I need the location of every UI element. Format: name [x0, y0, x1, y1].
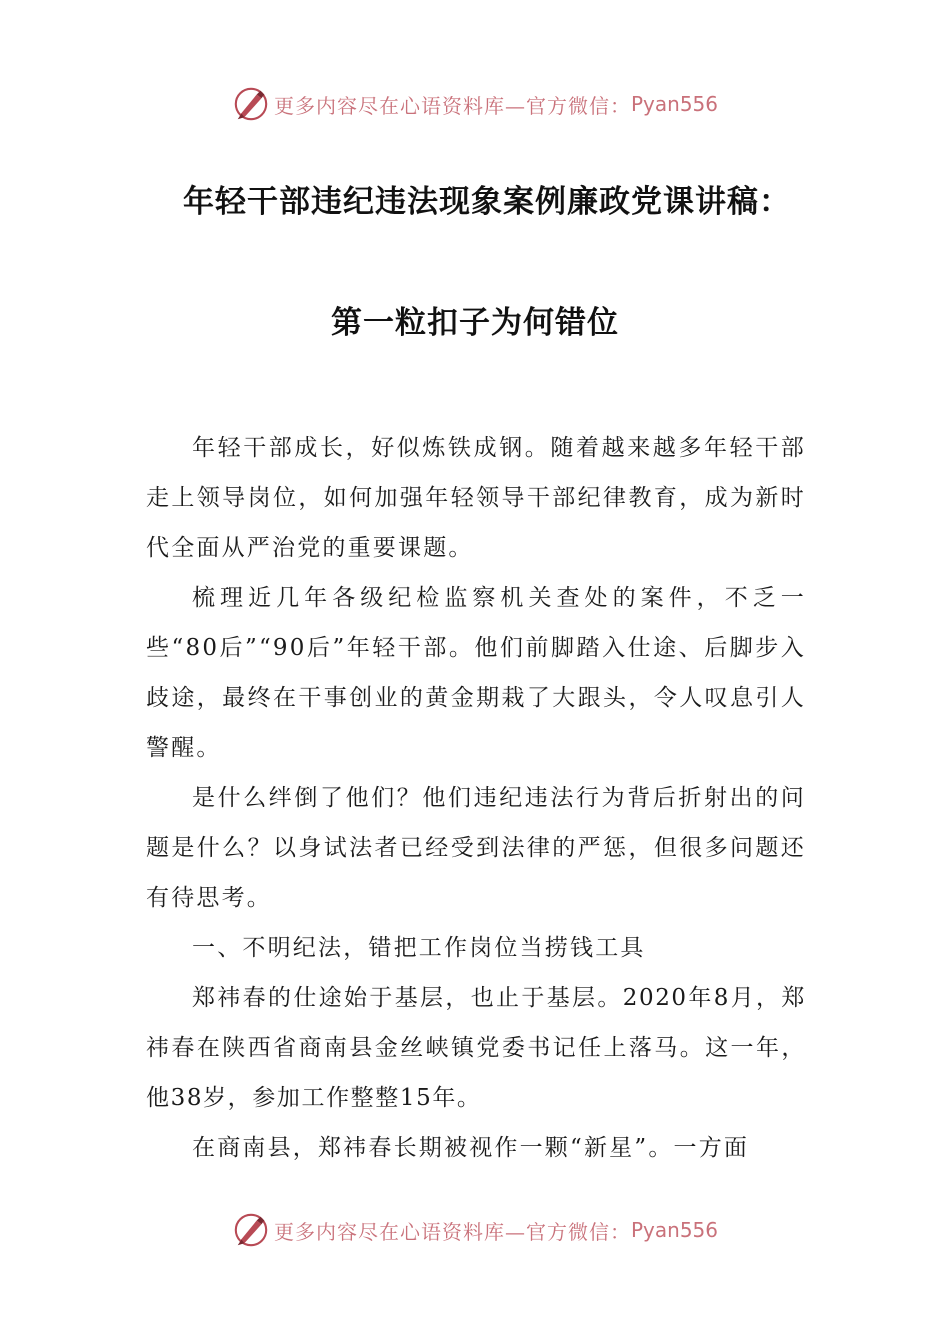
- watermark-text: 更多内容尽在心语资料库—官方微信：: [273, 1219, 631, 1244]
- watermark-handle: Pyan556: [630, 92, 718, 116]
- pen-logo-icon: [232, 1211, 270, 1249]
- paragraph: 年轻干部成长，好似炼铁成钢。随着越来越多年轻干部走上领导岗位，如何加强年轻领导干部纪律教育，成为新时代全面从严治党的重要课题。: [146, 435, 806, 561]
- watermark-banner-top: [0, 82, 950, 126]
- pen-logo-icon: [232, 85, 270, 123]
- document-title-line2: 第一粒扣子为何错位: [331, 305, 619, 341]
- document-title-line1: 年轻干部违纪违法现象案例廉政党课讲稿：: [183, 184, 791, 220]
- watermark-handle: Pyan556: [630, 1218, 718, 1242]
- document-body: [146, 423, 806, 1173]
- paragraph: 是什么绊倒了他们？他们违纪违法行为背后折射出的问题是什么？以身试法者已经受到法律的严惩，但很多问题还有待思考。: [146, 785, 806, 911]
- watermark-banner-bottom: [0, 1208, 950, 1252]
- paragraph: 郑祎春的仕途始于基层，也止于基层。2020年8月，郑祎春在陕西省商南县金丝峡镇党委书记任上落马。这一年，他38岁，参加工作整整15年。: [146, 985, 806, 1111]
- paragraph: 梳理近几年各级纪检监察机关查处的案件，不乏一些“80后”“90后”年轻干部。他们前脚踏入仕途、后脚步入歧途，最终在干事创业的黄金期栽了大跟头，令人叹息引人警醒。: [146, 585, 806, 761]
- section-heading: 一、不明纪法，错把工作岗位当捞钱工具: [192, 935, 646, 961]
- watermark-text: 更多内容尽在心语资料库—官方微信：: [273, 93, 631, 118]
- paragraph: 在商南县，郑祎春长期被视作一颗“新星”。一方面: [192, 1135, 750, 1161]
